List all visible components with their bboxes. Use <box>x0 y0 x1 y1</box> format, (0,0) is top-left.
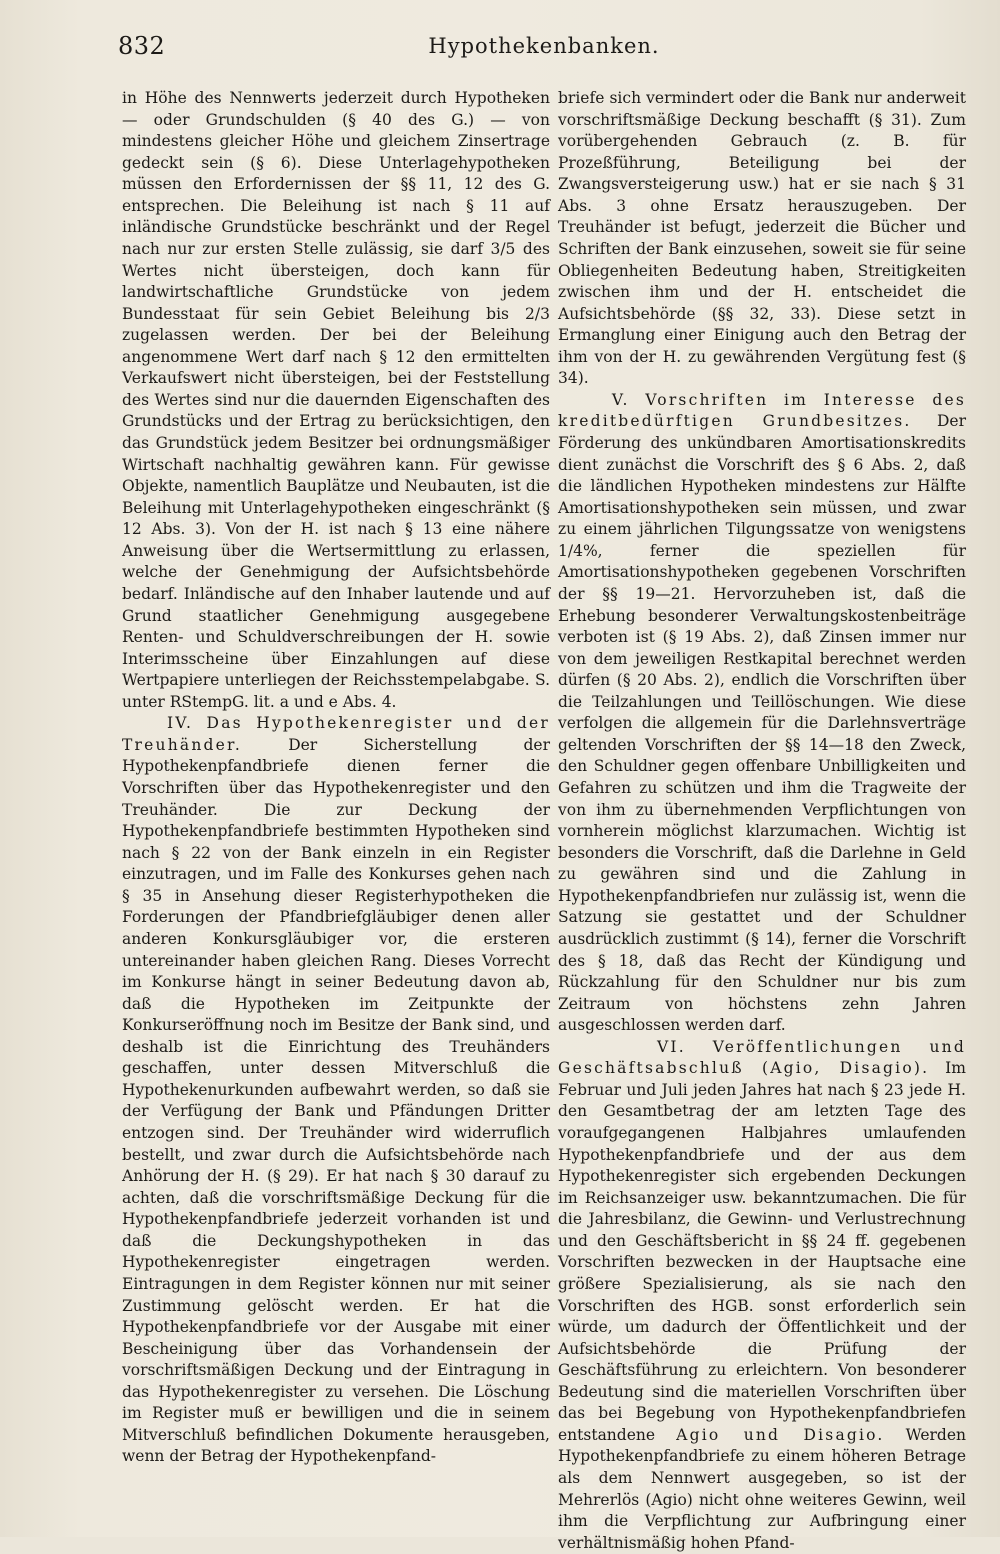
section-body-iv: Der Sicherstellung der Hypothekenpfandbriefe dienen ferner die Vorschriften über das Hypothekenregister und den Treuhänder. Die zur Deckung der Hypothekenpfandbriefe bestimmten Hypotheken sind nach § 22 von der Bank einzeln in ein Register einzutragen, und im Falle des Konkurses gehen nach § 35 in Ansehung dieser Registerhypotheken die Forderungen der Pfandbriefgläubiger denen aller anderen Konkursgläubiger vor, die ersteren untereinander haben gleichen Rang. Dieses Vorrecht im Konkurse hängt in seiner Bedeutung davon ab, daß die Hypotheken im Zeitpunkte der Konkurseröffnung noch im Besitze der Bank sind, und deshalb ist die Einrichtung des Treuhänders geschaffen, unter dessen Mitverschluß die Hypothekenurkunden aufbewahrt werden, so daß sie der Verfügung der Bank und Pfändungen Dritter entzogen sind. Der Treuhänder wird widerruflich bestellt, und zwar durch die Aufsichtsbehörde nach Anhörung der H. (§ 29). Er hat nach § 30 darauf zu achten, daß die vorschriftsmäßige Deckung für die Hypothekenpfandbriefe jederzeit vorhanden ist und daß die Deckungshypotheken in das Hypothekenregister eingetragen werden. Eintragungen in dem Register können nur mit seiner Zustimmung gelöscht werden. Er hat die Hypothekenpfandbriefe vor der Ausgabe mit einer Bescheinigung über das Vorhandensein der vorschriftsmäßigen Deckung und der Eintragung in das Hypothekenregister zu versehen. Die Löschung im Register muß er bewilligen und die in seinem Mitverschluß befindlichen Dokumente herausgeben, wenn der Betrag der Hypothekenpfand- <box>122 735 550 1466</box>
paragraph-left-2 <box>122 713 550 1468</box>
page-header <box>118 30 970 66</box>
section-body-v: Der Förderung des unkündbaren Amortisationskredits dient zunächst die Vorschrift des § 6 Abs. 2, daß die ländlichen Hypotheken mindestens zur Hälfte Amortisationshypotheken sein müssen, und zwar zu einem jährlichen Tilgungssatze von wenigstens 1/4%, ferner die speziellen für Amortisationshypotheken gegebenen Vorschriften der §§ 19—21. Hervorzuheben ist, daß die Erhebung besonderer Verwaltungskostenbeiträge verboten ist (§ 19 Abs. 2), daß Zinsen immer nur von dem jeweiligen Restkapital berechnet werden dürfen (§ 20 Abs. 2), endlich die Vorschriften über die Teilzahlungen und Teillöschungen. Wie diese verfolgen die allgemein für die Darlehnsverträge geltenden Vorschriften der §§ 14—18 den Zweck, den Schuldner gegen offenbare Unbilligkeiten und Gefahren zu schützen und ihm die Tragweite der von ihm zu übernehmenden Verpflichtungen von vornherein möglichst klarzumachen. Wichtig ist besonders die Vorschrift, daß die Darlehne in Geld zu gewähren sind und die Zahlung in Hypothekenpfandbriefen nur zulässig ist, wenn die Satzung sie gestattet und der Schuldner ausdrücklich zustimmt (§ 14), ferner die Vorschrift des § 18, daß das Recht der Kündigung und Rückzahlung für den Schuldner nur bis zum Zeitraum von höchstens zehn Jahren ausgeschlossen werden darf. <box>558 412 966 1035</box>
section-heading-iv: IV. Das Hypothekenregister und der Treuhänder. <box>122 714 550 754</box>
paragraph-left-1: in Höhe des Nennwerts jederzeit durch Hypotheken — oder Grundschulden (§ 40 des G.) — von mindestens gleicher Höhe und gleichem Zinsertrage gedeckt sein (§ 6). Diese Unterlagehypotheken müssen den Erfordernissen der §§ 11, 12 des G. entsprechen. Die Beleihung ist nach § 11 auf inländische Grundstücke beschränkt und der Regel nach nur zur ersten Stelle zulässig, sie darf 3/5 des Wertes nicht übersteigen, doch kann für landwirtschaftliche Grundstücke von jedem Bundesstaat für sein Gebiet Beleihung bis 2/3 zugelassen werden. Der bei der Beleihung angenommene Wert darf nach § 12 den ermittelten Verkaufswert nicht übersteigen, bei der Feststellung des Wertes sind nur die dauernden Eigenschaften des Grundstücks und der Ertrag zu berücksichtigen, den das Grundstück jedem Besitzer bei ordnungsmäßiger Wirtschaft nachhaltig gewähren kann. Für gewisse Objekte, namentlich Bauplätze und Neubauten, ist die Beleihung mit Unterlagehypotheken eingeschränkt (§ 12 Abs. 3). Von der H. ist nach § 13 eine nähere Anweisung über die Wertsermittlung zu erlassen, welche der Genehmigung der Aufsichtsbehörde bedarf. Inländische auf den Inhaber lautende und auf Grund staatlicher Genehmigung ausgegebene Renten- und Schuldverschreibungen der H. sowie Interimsscheine über Einzahlungen auf diese Wertpapiere unterliegen der Reichsstempelabgabe. S. unter RStempG. lit. a und e Abs. 4. <box>122 89 550 711</box>
section-heading-v: V. Vorschriften im Interesse des kreditbedürftigen Grundbesitzes. <box>558 390 966 431</box>
left-column <box>122 88 550 1488</box>
paragraph-right-3 <box>558 1037 966 1554</box>
right-column <box>558 88 966 1552</box>
section-body-vi-tail: Werden Hypothekenpfandbriefe zu einem höheren Betrage als dem Nennwert ausgegeben, so ist der Mehrerlös (Agio) nicht ohne weiteres Gewinn, weil ihm die Verpflichtung zur Aufbringung einer verhältnismäßig hohen Pfand- <box>558 1425 966 1552</box>
paragraph-right-2 <box>558 390 966 1037</box>
agio-disagio-term: Agio und Disagio. <box>676 1425 885 1444</box>
paragraph-right-1: briefe sich vermindert oder die Bank nur anderweit vorschriftsmäßige Deckung beschafft (§ 31). Zum vorübergehenden Gebrauch (z. B. für Prozeßführung, Beteiligung bei der Zwangsversteigerung usw.) hat er sie nach § 31 Abs. 3 ohne Ersatz herauszugeben. Der Treuhänder ist befugt, jederzeit die Bücher und Schriften der Bank einzusehen, soweit sie für seine Obliegenheiten Bedeutung haben, Streitigkeiten zwischen ihm und der H. entscheidet die Aufsichtsbehörde (§§ 32, 33). Diese setzt in Ermanglung einer Einigung auch den Betrag der ihm von der H. zu gewährenden Vergütung fest (§ 34). <box>558 89 966 388</box>
section-heading-vi: VI. Veröffentlichungen und Geschäftsabschluß (Agio, Disagio). <box>558 1037 966 1078</box>
running-title: Hypothekenbanken. <box>428 34 660 58</box>
section-body-vi: Im Februar und Juli jeden Jahres hat nach § 23 jede H. den Gesamtbetrag der am letzten Tage des voraufgegangenen Halbjahres umlaufenden Hypothekenpfandbriefe und der aus dem Hypothekenregister sich ergebenden Deckungen im Reichsanzeiger usw. bekanntzumachen. Die für die Jahresbilanz, die Gewinn- und Verlustrechnung und den Geschäftsbericht in §§ 24 ff. gegebenen Vorschriften bezwecken in der Hauptsache eine größere Spezialisierung, als sie nach den Vorschriften des HGB. sonst erforderlich sein würde, um dadurch der Öffentlichkeit und der Aufsichtsbehörde die Prüfung der Geschäftsführung zu erleichtern. Von besonderer Bedeutung sind die materiellen Vorschriften über das bei Begebung von Hypothekenpfandbriefen entstandene <box>558 1059 966 1444</box>
page-number: 832 <box>118 32 166 60</box>
